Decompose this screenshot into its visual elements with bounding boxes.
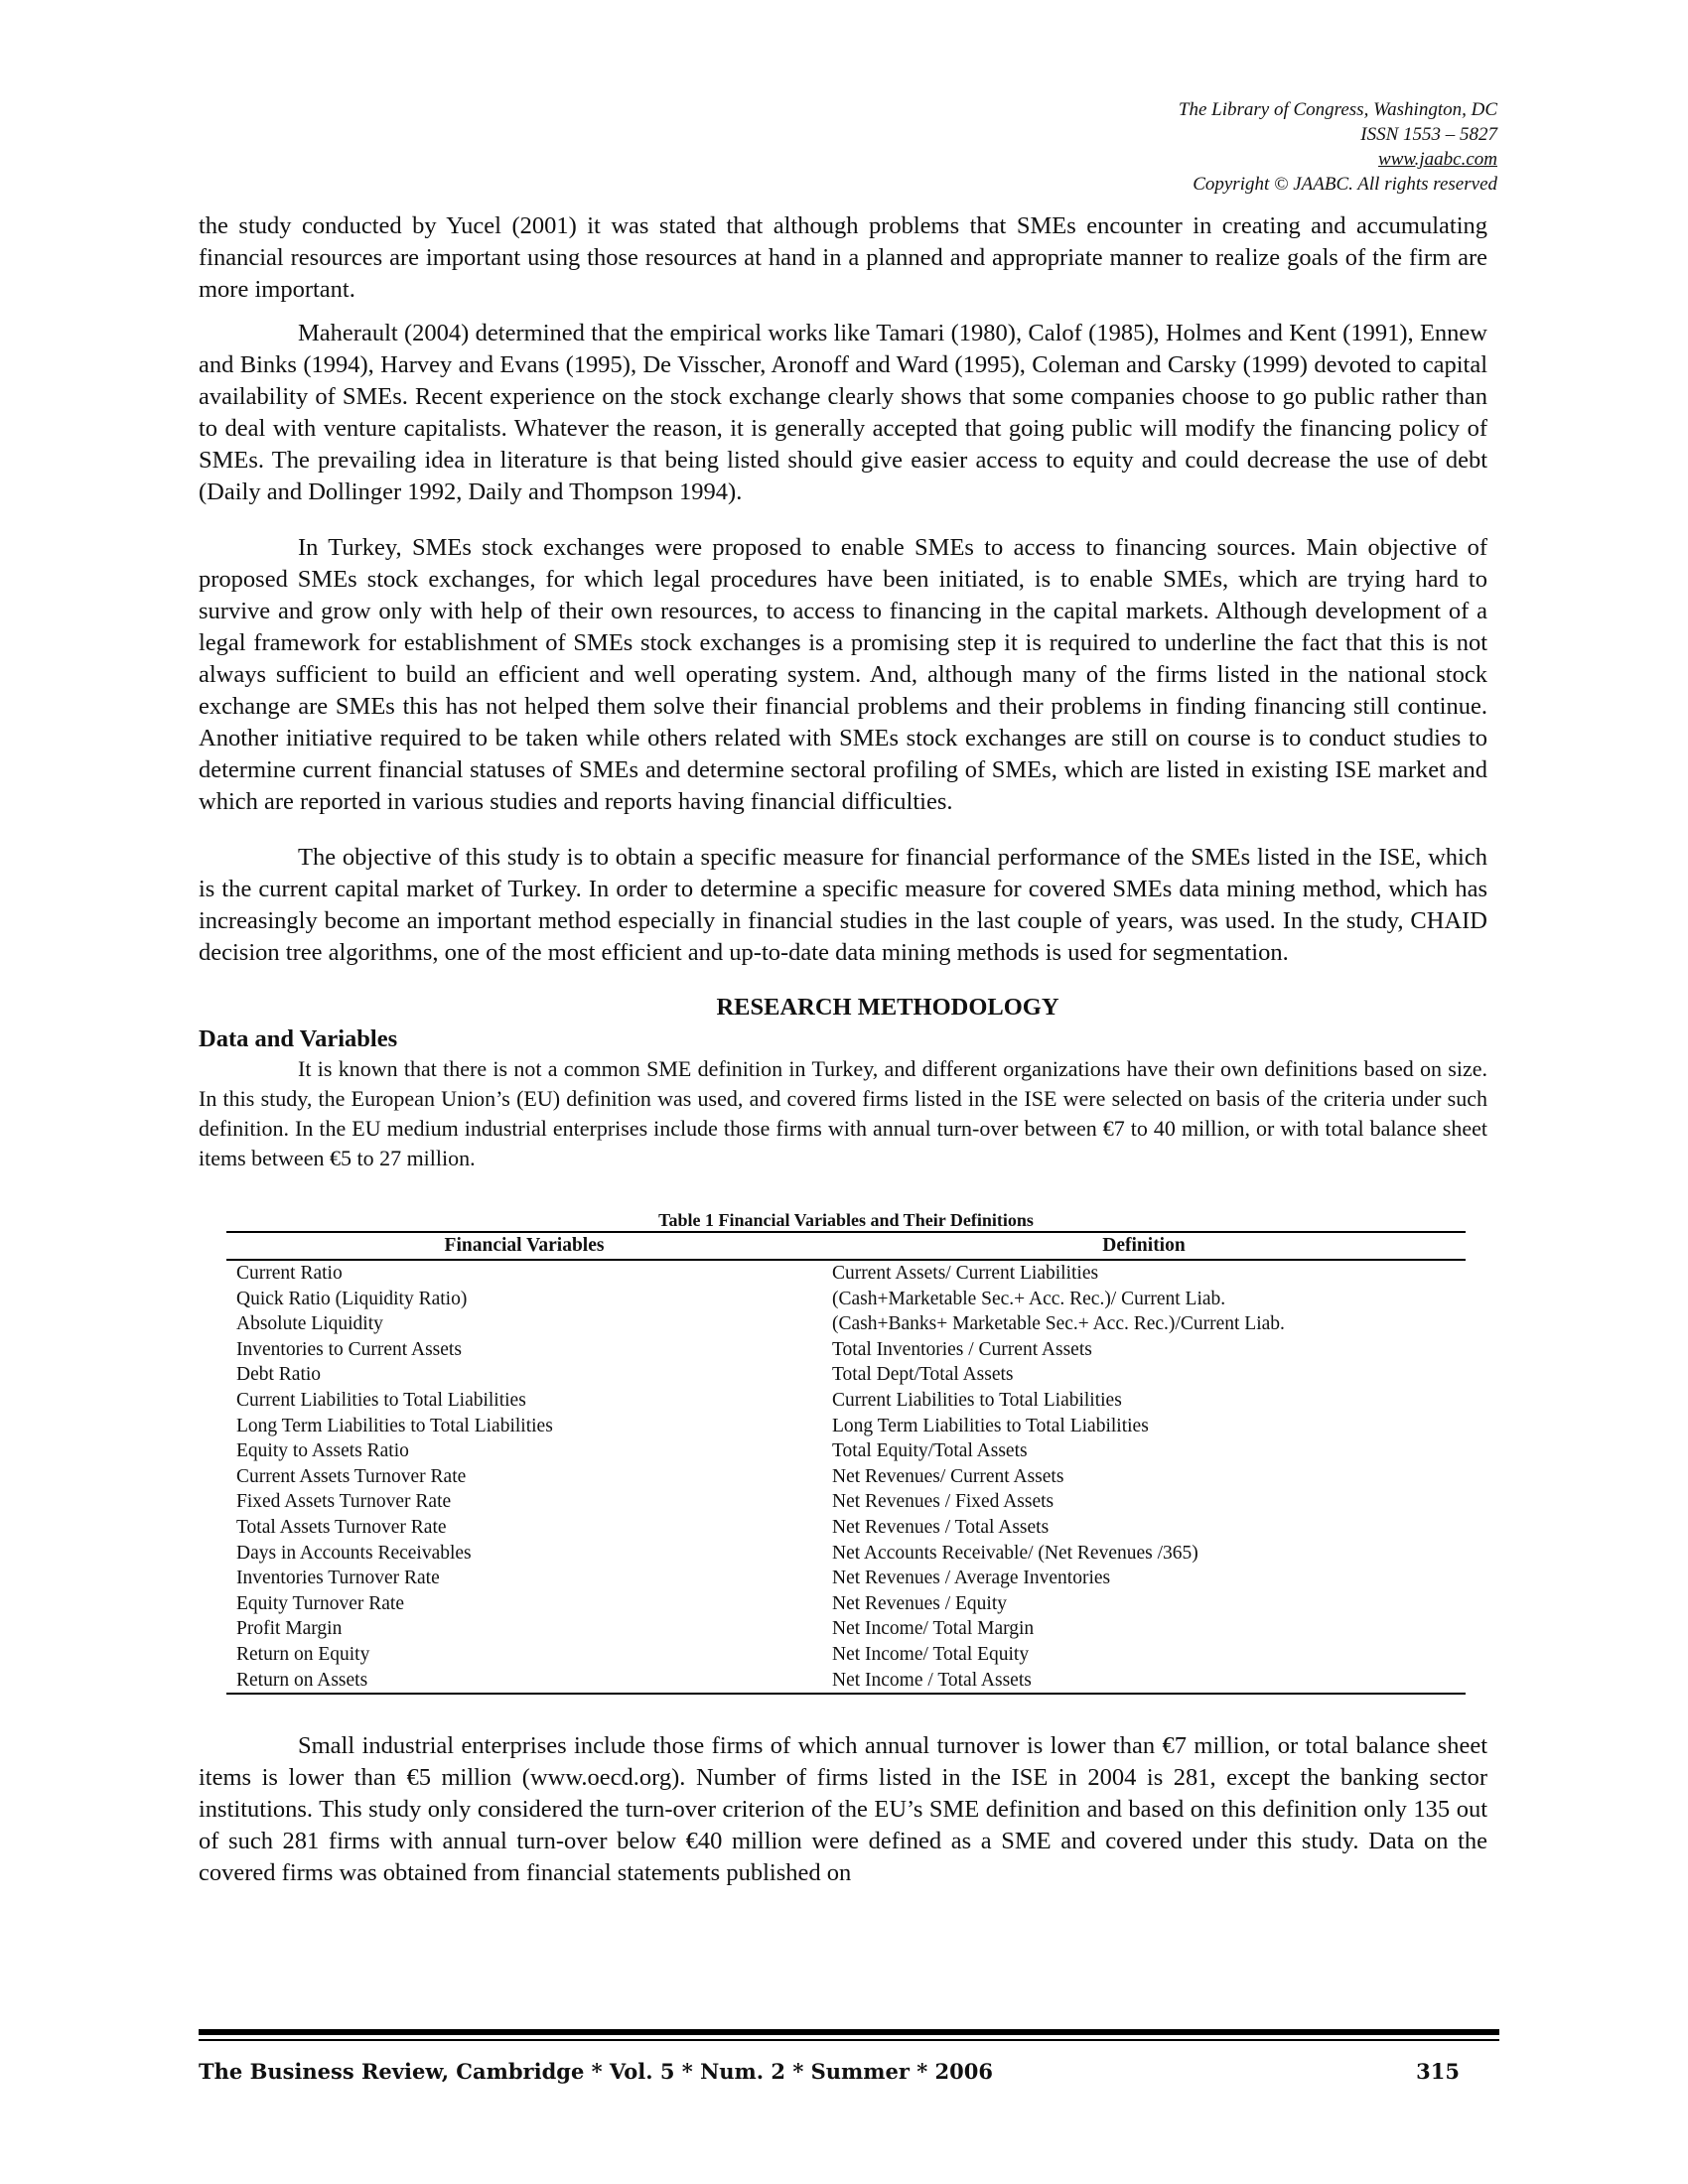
cell-definition: Total Equity/Total Assets (832, 1440, 1028, 1462)
cell-definition: Total Dept/Total Assets (832, 1364, 1014, 1386)
article-body (199, 210, 1487, 1889)
cell-variable: Total Assets Turnover Rate (236, 1516, 447, 1538)
cell-variable: Debt Ratio (236, 1364, 322, 1386)
cell-definition: (Cash+Marketable Sec.+ Acc. Rec.)/ Current Liab. (832, 1288, 1226, 1309)
table-body (226, 1260, 1466, 1694)
cell-variable: Current Assets Turnover Rate (236, 1465, 467, 1487)
cell-definition: Net Revenues / Fixed Assets (832, 1491, 1055, 1513)
header-website-link[interactable]: www.jaabc.com (1378, 149, 1497, 170)
table-row (226, 1311, 1466, 1337)
cell-definition: Net Accounts Receivable/ (Net Revenues /365) (832, 1542, 1198, 1564)
table-row (226, 1337, 1466, 1363)
paragraph-2: Maherault (2004) determined that the empirical works like Tamari (1980), Calof (1985), Holmes and Kent (1991), Ennew and Binks (1994), Harvey and Evans (1995), De Visscher, Aronoff and Ward (1995), Coleman and Carsky (1999) devoted to capital availability of SMEs. Recent experience on the stock exchange clearly shows that some companies choose to go public rather than to deal with venture capitalists. Whatever the reason, it is generally accepted that going public will modify the financing policy of SMEs. The prevailing idea in literature is that being listed should give easier access to equity and could decrease the use of debt (Daily and Dollinger 1992, Daily and Thompson 1994). (199, 320, 1487, 505)
financial-variables-table (226, 1209, 1466, 1695)
table-header-row (226, 1232, 1466, 1260)
paragraph-1: the study conducted by Yucel (2001) it was stated that although problems that SMEs encounter in creating and accumulating financial resources are important using those resources at hand in a planned and appropriate manner to realize goals of the firm are more important. (199, 212, 1487, 303)
cell-variable: Inventories to Current Assets (236, 1338, 462, 1360)
cell-variable: Days in Accounts Receivables (236, 1542, 472, 1564)
cell-definition: Net Revenues/ Current Assets (832, 1465, 1064, 1487)
cell-definition: Net Income/ Total Margin (832, 1618, 1035, 1640)
table-row (226, 1668, 1466, 1695)
table-row (226, 1260, 1466, 1287)
table-row (226, 1388, 1466, 1414)
page-header (1179, 97, 1497, 197)
table-row (226, 1489, 1466, 1515)
footer-journal: The Business Review, Cambridge * Vol. 5 * Num. 2 * Summer * 2006 (199, 2059, 993, 2084)
cell-variable: Absolute Liquidity (236, 1313, 383, 1335)
cell-definition: Current Liabilities to Total Liabilities (832, 1389, 1122, 1411)
cell-variable: Current Ratio (236, 1263, 343, 1284)
cell-definition: Net Income / Total Assets (822, 1668, 1466, 1695)
table-row (226, 1287, 1466, 1312)
cell-variable: Return on Equity (236, 1643, 370, 1665)
table-row (226, 1438, 1466, 1464)
table-row (226, 1591, 1466, 1617)
cell-variable: Return on Assets (226, 1668, 822, 1695)
cell-variable: Equity to Assets Ratio (236, 1440, 409, 1462)
table-row (226, 1541, 1466, 1567)
table-row (226, 1616, 1466, 1642)
paragraph-6: Small industrial enterprises include those firms of which annual turnover is lower than €7 million, or total balance sheet items is lower than €5 million (www.oecd.org). Number of firms listed in the ISE in 2004 is 281, except the banking sector institutions. This study only considered the turn-over criterion of the EU’s SME definition and based on this definition only 135 out of such 281 firms with annual turn-over below €40 million were defined as a SME and covered under this study. Data on the covered firms was obtained from financial statements published on (199, 1732, 1487, 1887)
header-copyright: Copyright © JAABC. All rights reserved (1193, 174, 1497, 195)
header-issn: ISSN 1553 – 5827 (1360, 124, 1497, 145)
column-header-variables: Financial Variables (226, 1232, 822, 1260)
cell-definition: Total Inventories / Current Assets (832, 1338, 1092, 1360)
page-number: 315 (1416, 2059, 1460, 2084)
cell-variable: Long Term Liabilities to Total Liabilities (236, 1415, 553, 1436)
column-header-definition: Definition (822, 1232, 1466, 1260)
paragraph-4: The objective of this study is to obtain a specific measure for financial performance of the SMEs listed in the ISE, which is the current capital market of Turkey. In order to determine a specific measure for covered SMEs data mining method, which has increasingly become an important method especially in financial studies in the last couple of years, was used. In the study, CHAID decision tree algorithms, one of the most efficient and up-to-date data mining methods is used for segmentation. (199, 844, 1487, 966)
cell-definition: Net Revenues / Average Inventories (832, 1568, 1111, 1589)
cell-definition: Net Income/ Total Equity (832, 1643, 1030, 1665)
variables-table (226, 1231, 1466, 1695)
cell-definition: Net Revenues / Total Assets (832, 1516, 1050, 1538)
cell-variable: Fixed Assets Turnover Rate (236, 1491, 452, 1513)
table-row (226, 1642, 1466, 1668)
table-row (226, 1566, 1466, 1591)
table-row (226, 1362, 1466, 1388)
subsection-title: Data and Variables (199, 1025, 398, 1052)
table-row (226, 1414, 1466, 1439)
header-library: The Library of Congress, Washington, DC (1178, 99, 1497, 120)
cell-definition: (Cash+Banks+ Marketable Sec.+ Acc. Rec.)/Current Liab. (832, 1313, 1285, 1335)
table-row (226, 1464, 1466, 1490)
cell-variable: Current Liabilities to Total Liabilities (236, 1389, 526, 1411)
cell-variable: Inventories Turnover Rate (236, 1568, 440, 1589)
table-caption: Table 1 Financial Variables and Their Definitions (658, 1210, 1034, 1230)
paragraph-3: In Turkey, SMEs stock exchanges were proposed to enable SMEs to access to financing sources. Main objective of proposed SMEs stock exchanges, for which legal procedures have been initiated, is to enable SMEs, which are trying hard to survive and grow only with help of their own resources, to access to financing in the capital markets. Although development of a legal framework for establishment of SMEs stock exchanges is a promising step it is required to underline the fact that this is not always sufficient to build an efficient and well operating system. And, although many of the firms listed in the national stock exchange are SMEs this has not helped them solve their financial problems and their problems in finding financing still continue. Another initiative required to be taken while others related with SMEs stock exchanges are still on course is to conduct studies to determine current financial statuses of SMEs and determine sectoral profiling of SMEs, which are listed in existing ISE market and which are reported in various studies and reports having financial difficulties. (199, 534, 1487, 815)
cell-definition: Net Revenues / Equity (832, 1592, 1008, 1614)
section-title: RESEARCH METHODOLOGY (716, 994, 1059, 1021)
footer-rule-thick (199, 2029, 1499, 2035)
cell-variable: Profit Margin (236, 1618, 343, 1640)
cell-definition: Current Assets/ Current Liabilities (832, 1263, 1099, 1284)
footer-rule-thin (199, 2039, 1499, 2041)
table-row (226, 1515, 1466, 1541)
paragraph-5: It is known that there is not a common SME definition in Turkey, and different organizations have their own definitions based on size. In this study, the European Union’s (EU) definition was used, and covered firms listed in the ISE were selected on basis of the criteria under such definition. In the EU medium industrial enterprises include those firms with annual turn-over between €7 to 40 million, or with total balance sheet items between €5 to 27 million. (199, 1056, 1487, 1170)
cell-variable: Equity Turnover Rate (236, 1592, 404, 1614)
cell-variable: Quick Ratio (Liquidity Ratio) (236, 1288, 468, 1309)
cell-definition: Long Term Liabilities to Total Liabilities (832, 1415, 1149, 1436)
